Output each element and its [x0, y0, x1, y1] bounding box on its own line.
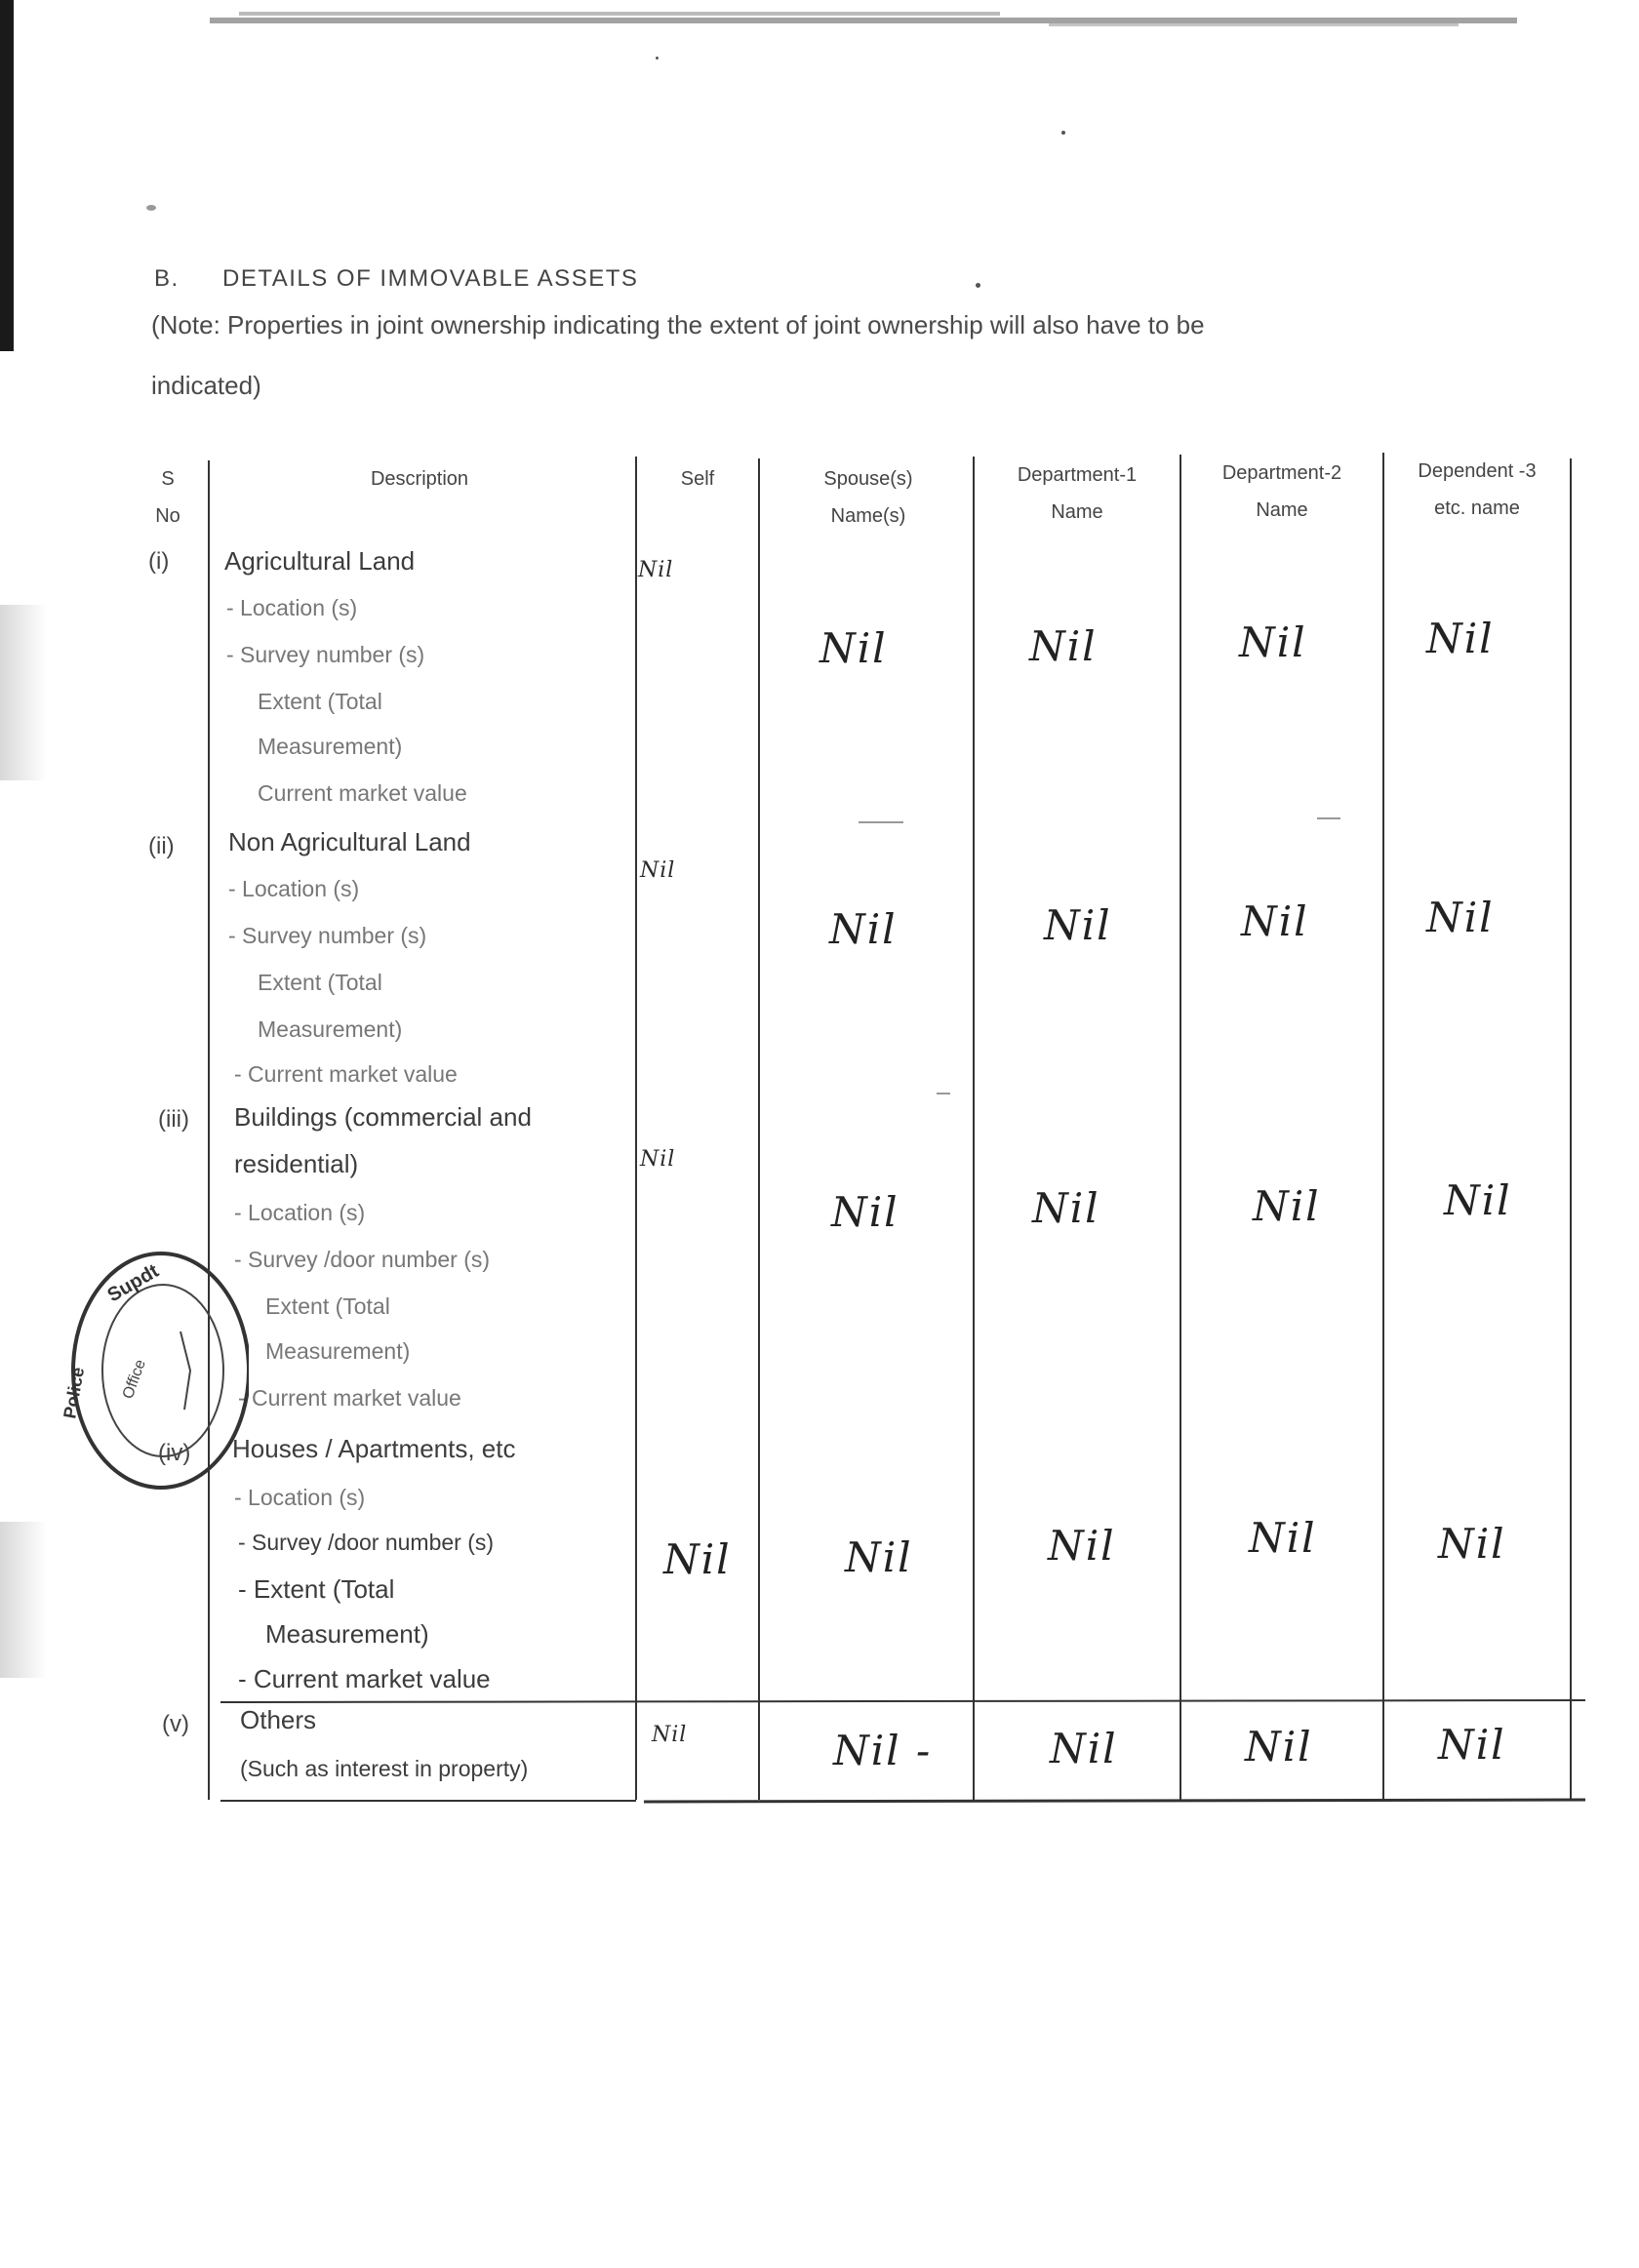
scan-speck — [146, 205, 156, 211]
svg-text:Police: Police — [60, 1365, 89, 1420]
dependent-1-value: Nil — [1029, 622, 1098, 670]
self-value: Nil — [663, 1535, 732, 1583]
self-value: Nil — [640, 858, 676, 883]
row-item: - Current market value — [234, 1061, 458, 1087]
row-item: - Current market value — [238, 1664, 491, 1693]
row-item: Extent (Total — [265, 1293, 390, 1319]
dependent-2-value: Nil — [1239, 618, 1307, 666]
dependent-1-value: Nil — [1050, 1725, 1118, 1772]
scan-smudge — [0, 605, 47, 780]
row-number: (iv) — [158, 1440, 191, 1466]
row-item: - Survey number (s) — [226, 642, 425, 667]
header-sno: S No — [155, 468, 180, 527]
scan-binding-edge — [0, 0, 14, 351]
scan-speck — [1061, 131, 1065, 135]
spouse-value: Nil — [845, 1533, 913, 1581]
row-title: Buildings (commercial and — [234, 1102, 532, 1132]
dependent-2-value: Nil — [1249, 1514, 1317, 1562]
header-self: Self — [680, 468, 715, 490]
row-item: Measurement) — [265, 1338, 411, 1364]
row-item: - Current market value — [238, 1385, 461, 1411]
row-title-line-2: residential) — [234, 1149, 359, 1178]
dependent-2-value: Nil — [1241, 897, 1309, 945]
header-dependent-2: Department-2 Name — [1221, 462, 1342, 521]
dependent-3-value: Nil — [1438, 1721, 1506, 1769]
row-number: (i) — [148, 548, 170, 575]
self-value: Nil — [640, 1147, 676, 1172]
header-dependent-3: Dependent -3 etc. name — [1418, 460, 1537, 519]
blank-dash — [859, 821, 903, 823]
row-item: Extent (Total — [258, 970, 382, 995]
dependent-3-value: Nil — [1426, 615, 1495, 662]
row-item: Current market value — [258, 780, 467, 806]
row-item: - Survey number (s) — [228, 923, 427, 948]
row-item: - Survey /door number (s) — [234, 1247, 491, 1272]
row-title: Houses / Apartments, etc — [232, 1434, 516, 1463]
section-number: B. — [154, 265, 180, 292]
row-item: - Extent (Total — [238, 1574, 395, 1604]
row-item: - Location (s) — [228, 876, 360, 901]
row-number: (v) — [162, 1711, 189, 1737]
blank-dash — [1317, 817, 1340, 819]
row-title: Non Agricultural Land — [228, 827, 471, 856]
row-item: - Survey /door number (s) — [238, 1530, 495, 1555]
row-item: Measurement) — [265, 1619, 429, 1649]
row-item: - Location (s) — [234, 1485, 366, 1510]
blank-dash — [937, 1093, 950, 1094]
row-title: Agricultural Land — [224, 546, 416, 576]
row-title-line-2: (Such as interest in property) — [240, 1756, 529, 1781]
header-spouse: Spouse(s) Name(s) — [823, 468, 913, 527]
spouse-value: Nil - — [833, 1727, 933, 1774]
scan-speck — [656, 57, 659, 60]
row-item: Measurement) — [258, 1016, 403, 1042]
row-item: Extent (Total — [258, 689, 382, 714]
official-seal-stamp — [54, 1224, 249, 1517]
dependent-2-value: Nil — [1253, 1182, 1321, 1230]
dependent-1-value: Nil — [1044, 901, 1112, 949]
row-item: - Location (s) — [226, 595, 358, 620]
section-heading — [154, 265, 638, 293]
row-number: (ii) — [148, 833, 175, 859]
row-title: Others — [240, 1705, 317, 1734]
row-item: - Location (s) — [234, 1200, 366, 1225]
row-number: (iii) — [158, 1106, 189, 1133]
spouse-value: Nil — [829, 905, 898, 953]
section-title: DETAILS OF IMMOVABLE ASSETS — [222, 265, 639, 292]
dependent-3-value: Nil — [1438, 1520, 1506, 1568]
dependent-1-value: Nil — [1032, 1184, 1100, 1232]
scan-top-edge — [210, 8, 1517, 33]
dependent-2-value: Nil — [1245, 1723, 1313, 1771]
svg-text:Supdt: Supdt — [103, 1259, 163, 1307]
header-description: Description — [370, 468, 469, 490]
row-item: Measurement) — [258, 734, 403, 759]
dependent-3-value: Nil — [1444, 1176, 1512, 1224]
svg-text:Office: Office — [119, 1357, 149, 1402]
note-line-2: indicated) — [151, 371, 261, 400]
scan-smudge — [0, 1522, 47, 1678]
spouse-value: Nil — [820, 624, 888, 672]
scan-speck — [976, 283, 980, 288]
self-value: Nil — [652, 1723, 688, 1747]
self-value: Nil — [638, 558, 674, 582]
note-line-1: (Note: Properties in joint ownership indicating the extent of joint ownership will also have to be — [151, 310, 1205, 339]
dependent-3-value: Nil — [1426, 894, 1495, 941]
dependent-1-value: Nil — [1048, 1522, 1116, 1570]
header-dependent-1: Department-1 Name — [1017, 464, 1138, 523]
spouse-value: Nil — [831, 1188, 899, 1236]
